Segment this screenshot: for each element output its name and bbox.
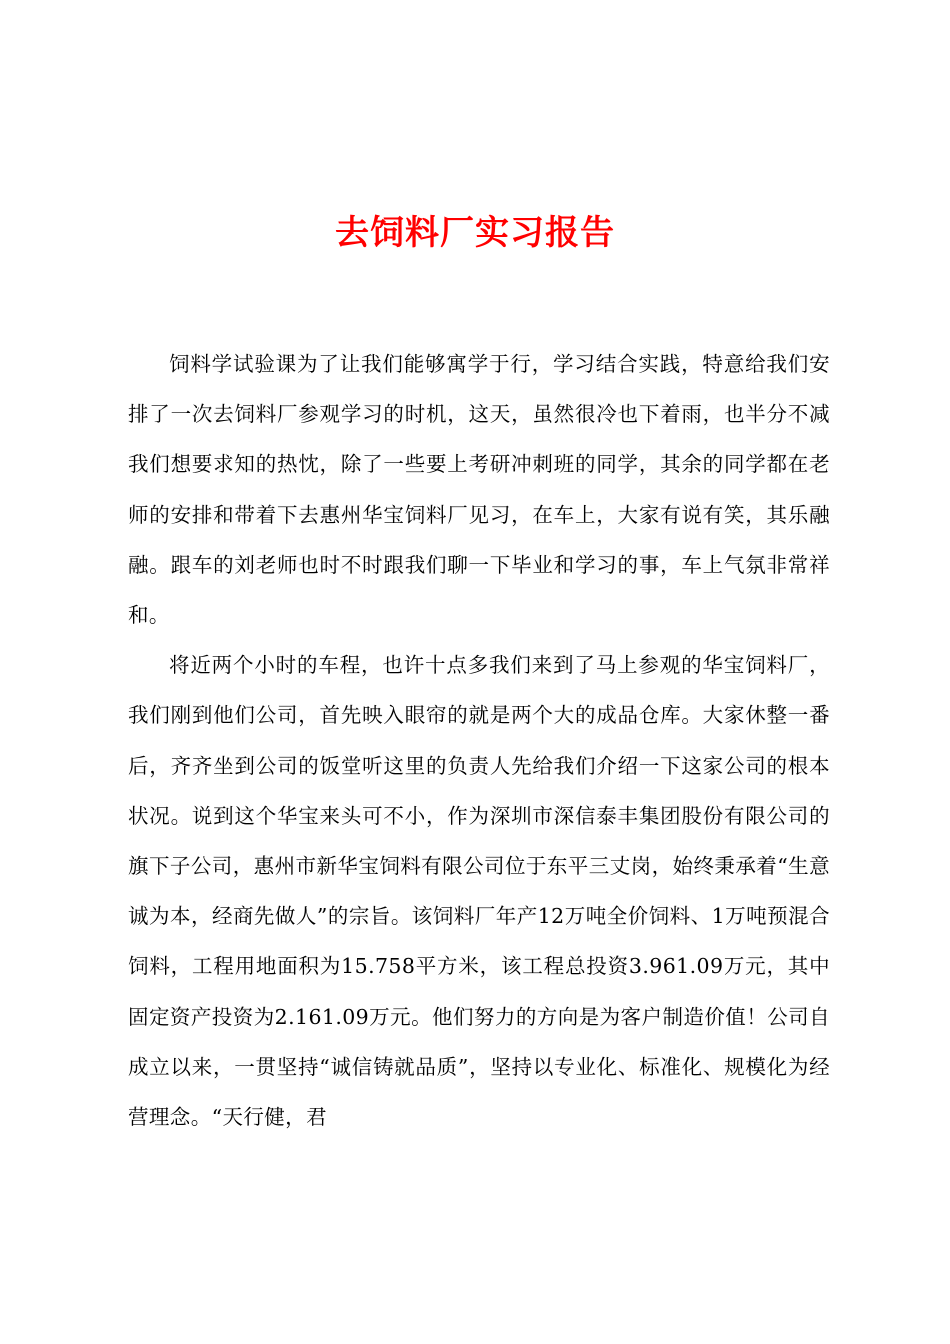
document-title: 去饲料厂实习报告	[335, 213, 615, 253]
paragraph: 饲料学试验课为了让我们能够寓学于行，学习结合实践，特意给我们安排了一次去饲料厂参观学习的时机，这天，虽然很冷也下着雨，也半分不减我们想要求知的热忱，除了一些要上考研冲刺班的同学，其余的同学都在老师的安排和带着下去惠州华宝饲料厂见习，在车上，大家有说有笑，其乐融融。跟车的刘老师也时不时跟我们聊一下毕业和学习的事，车上气氛非常祥和。	[128, 352, 830, 628]
document-body	[128, 339, 830, 1142]
paragraph: 将近两个小时的车程，也许十点多我们来到了马上参观的华宝饲料厂，我们刚到他们公司，首先映入眼帘的就是两个大的成品仓库。大家休整一番后，齐齐坐到公司的饭堂听这里的负责人先给我们介绍一下这家公司的根本状况。说到这个华宝来头可不小，作为深圳市深信泰丰集团股份有限公司的旗下子公司，惠州市新华宝饲料有限公司位于东平三丈岗，始终秉承着“生意诚为本，经商先做人”的宗旨。该饲料厂年产12万吨全价饲料、1万吨预混合饲料，工程用地面积为15.758平方米，该工程总投资3.961.09万元，其中固定资产投资为2.161.09万元。他们努力的方向是为客户制造价值！公司自成立以来，一贯坚持“诚信铸就品质”，坚持以专业化、标准化、规模化为经营理念。“天行健，君	[128, 653, 830, 1130]
